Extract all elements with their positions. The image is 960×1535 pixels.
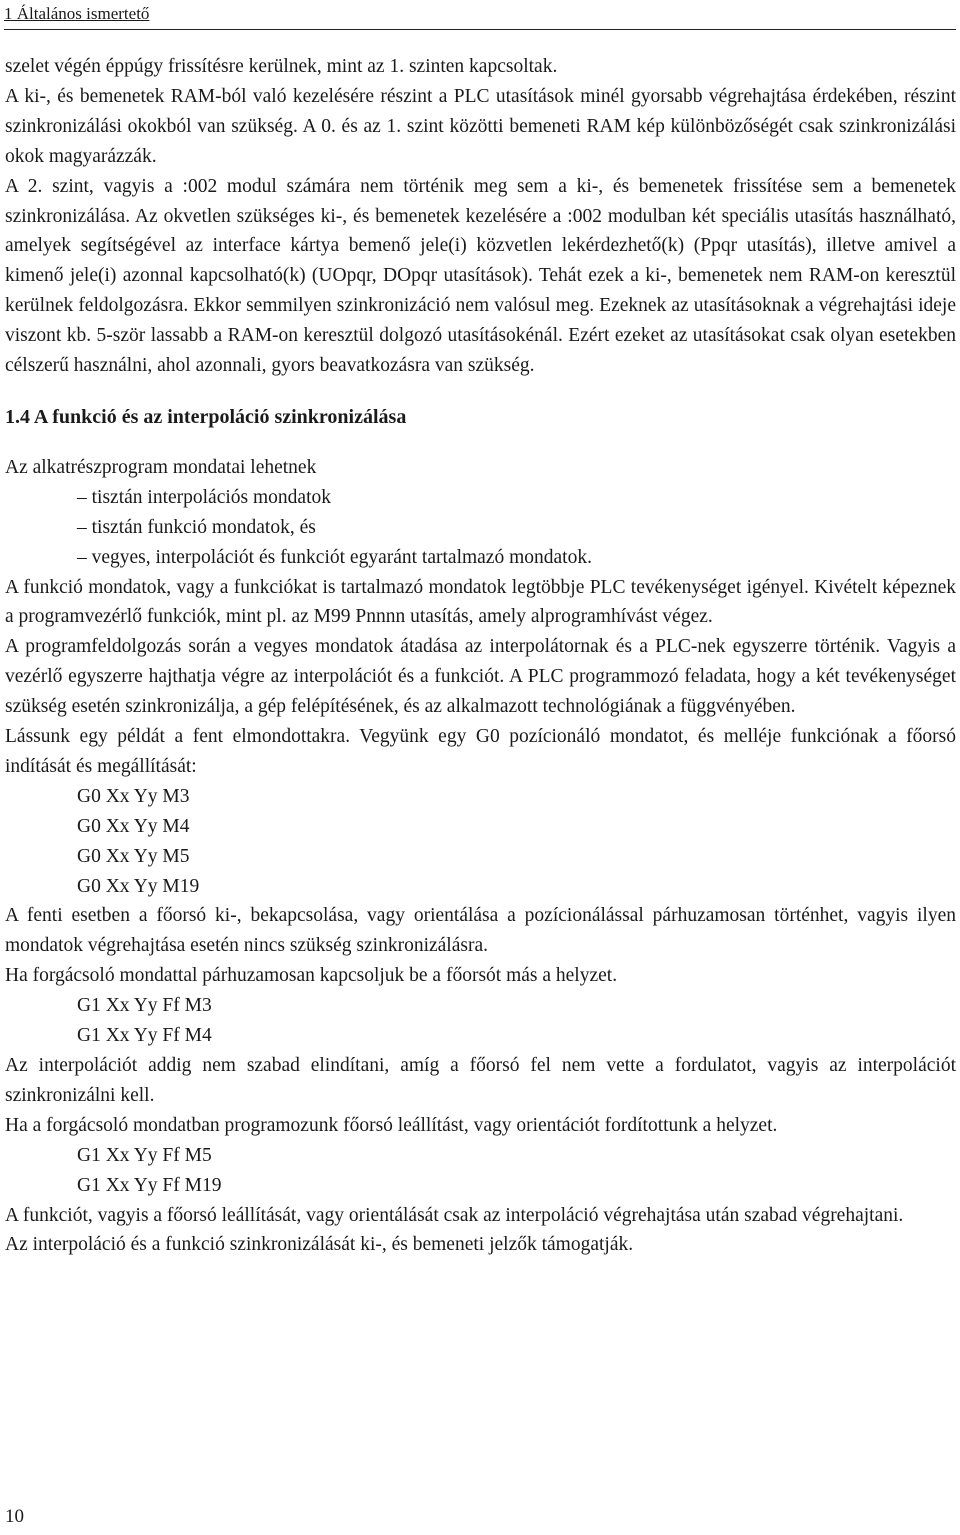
page-number: 10 [5,1506,24,1527]
code-line: G0 Xx Yy M19 [77,875,200,897]
paragraph: A funkciót, vagyis a főorsó leállítását, vagy orientálását csak az interpoláció végrehajtása után szabad végrehajtani. [5,1204,904,1226]
page-body [5,52,956,1260]
dash-list-item: – tisztán funkció mondatok, és [77,516,316,538]
intro-line: Az alkatrészprogram mondatai lehetnek [5,456,317,478]
code-line: G1 Xx Yy Ff M19 [77,1174,222,1196]
paragraph: Lássunk egy példát a fent elmondottakra. Vegyünk egy G0 pozícionáló mondatot, és melléje funkciónak a főorsó indítását és megállítását: [5,726,956,777]
paragraph: A ki-, és bemenetek RAM-ból való kezelésére részint a PLC utasítások minél gyorsabb végrehajtása érdekében, részint szinkronizálási okokból van szükség. A 0. és az 1. szint közötti bemeneti RAM kép különbözőségét csak szinkronizálási okok magyarázzák. [5,85,956,167]
paragraph: Az interpolációt addig nem szabad elindítani, amíg a főorsó fel nem vette a fordulatot, vagyis az interpolációt szinkronizálni kell. [5,1055,956,1106]
dash-list-item: – tisztán interpolációs mondatok [77,486,331,508]
chapter-title: 1 Általános ismertető [4,4,150,23]
paragraph: A fenti esetben a főorsó ki-, bekapcsolása, vagy orientálása a pozícionálással párhuzamosan történhet, vagyis ilyen mondatok végrehajtása esetén nincs szükség szinkronizálásra. [5,905,956,957]
code-line: G1 Xx Yy Ff M3 [77,995,212,1017]
section-heading: 1.4 A funkció és az interpoláció szinkronizálása [5,405,407,428]
code-line: G0 Xx Yy M3 [77,785,190,807]
dash-list-item: – vegyes, interpolációt és funkciót egyaránt tartalmazó mondatok. [77,546,592,568]
paragraph: Ha a forgácsoló mondatban programozunk főorsó leállítást, vagy orientációt fordítottunk a helyzet. [5,1114,778,1136]
code-line: G0 Xx Yy M4 [77,815,190,837]
header-rule [4,29,956,30]
paragraph: Az interpoláció és a funkció szinkronizálását ki-, és bemeneti jelzők támogatják. [5,1234,634,1256]
paragraph: szelet végén éppúgy frissítésre kerülnek, mint az 1. szinten kapcsoltak. [5,56,558,77]
paragraph: A 2. szint, vagyis a :002 modul számára nem történik meg sem a ki-, és bemenetek frissítése sem a bemenetek szinkronizálása. Az okvetlen szükséges ki-, és bemenetek kezelésére a :002 modulban két speciális utasítás használható, amelyek segítségével az interface kártya bemenő jele(i) közvetlen lekérdezhető(k) (Ppqr utasítás), illetve amivel a kimenő jele(i) azonnal kapcsolható(k) (UOpqr, DOpqr utasítások). Tehát ezek a ki-, bemenetek nem RAM-on keresztül kerülnek feldolgozásra. Ekkor semmilyen szinkronizáció nem valósul meg. Ezeknek az utasításoknak a végrehajtási ideje viszont kb. 5-ször lassabb a RAM-on keresztül dolgozó utasításokénál. Ezért ezeket az utasításokat csak olyan esetekben célszerű használni, ahol azonnali, gyors beavatkozásra van szükség. [5,175,956,377]
paragraph: A funkció mondatok, vagy a funkciókat is tartalmazó mondatok legtöbbje PLC tevékenységet igényel. Kivételt képeznek a programvezérlő funkciók, mint pl. az M99 Pnnnn utasítás, amely alprogramhívást végez. [5,576,956,628]
paragraph: Ha forgácsoló mondattal párhuzamosan kapcsoljuk be a főorsót más a helyzet. [5,965,618,987]
code-line: G1 Xx Yy Ff M4 [77,1025,212,1047]
code-line: G0 Xx Yy M5 [77,845,190,867]
paragraph: A programfeldolgozás során a vegyes mondatok átadása az interpolátornak és a PLC-nek egyszerre történik. Vagyis a vezérlő egyszerre hajthatja végre az interpolációt és a funkciót. A PLC programmozó feladata, hogy a két tevékenységet szükség esetén szinkronizálja, a gép felépítésének, és az alkalmazott technológiának a függvényében. [5,636,956,718]
code-line: G1 Xx Yy Ff M5 [77,1144,212,1166]
running-header [4,4,149,24]
